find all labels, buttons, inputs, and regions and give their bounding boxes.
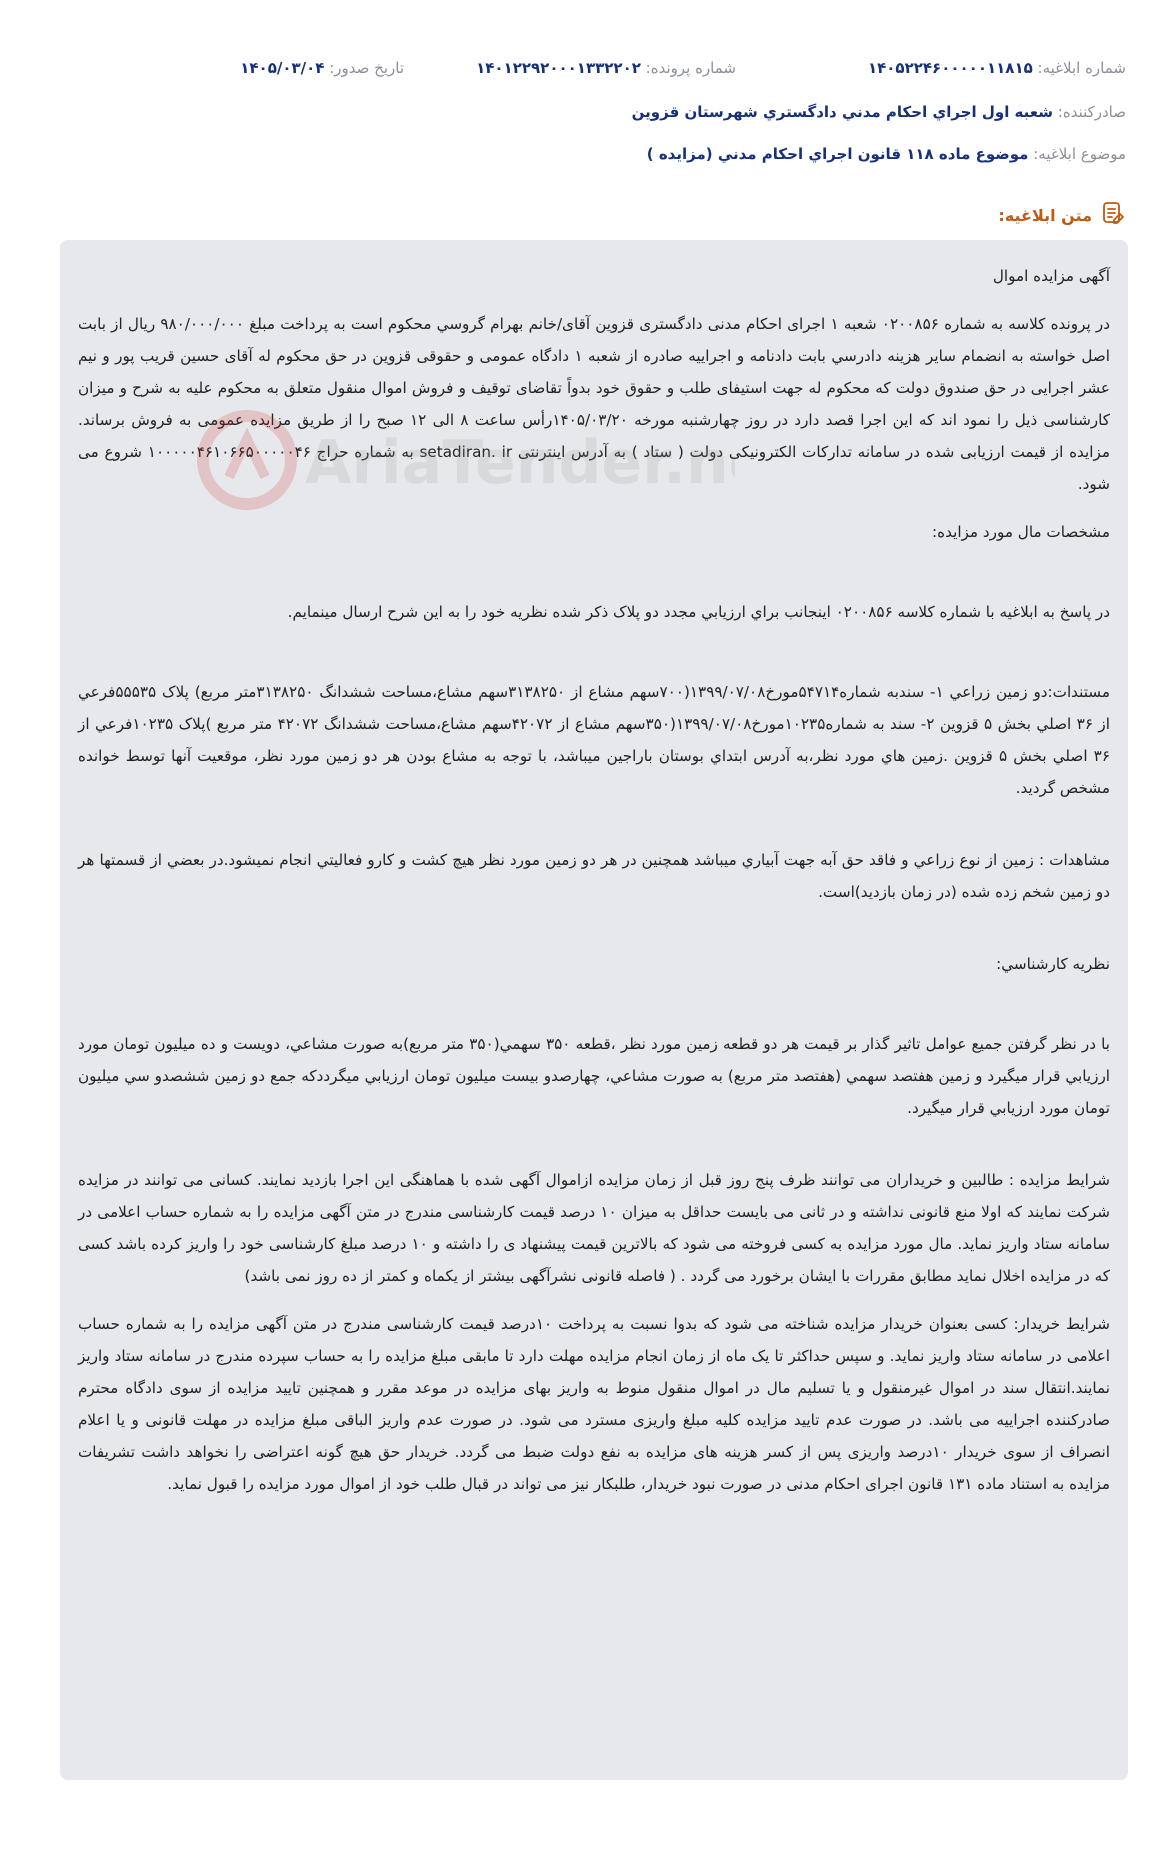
notice-number-label: شماره ابلاغیه: <box>1037 59 1126 77</box>
issue-date-value: ۱۴۰۵/۰۳/۰۴ <box>240 59 325 77</box>
property-spec-heading: مشخصات مال مورد مزایده: <box>932 523 1110 541</box>
buyer-conditions-paragraph: شرایط خریدار: کسی بعنوان خریدار مزایده شناخته می شود که بدوا نسبت به پرداخت ۱۰درصد قیمت کارشناسی مندرج در متن آگهی مزایده را به شماره حساب اعلامی در سامانه ستاد واریز نماید. و سپس حداکثر تا یک ماه از زمان انجام مزایده مهلت دارد تا مابقی مبلغ مزایده را به حساب سپرده مندرج در سامانه ستاد واریز نمایند.انتقال سند در اموال غیرمنقول و یا تسلیم مال در اموال منقول منوط به واریز بهای مزایده در موعد مقرر و همچنین تایید مزایده از سوی دادگاه محترم صادرکننده اجراییه می باشد. در صورت عدم تایید مزایده کلیه مبلغ واریزی مسترد می شود. در صورت عدم واریز الباقی مبلغ مزایده در مهلت قانونی و یا اعلام انصراف از سوی خریدار ۱۰درصد واریزی پس از کسر هزینه های مزایده به نفع دولت ضبط می گردد. خریدار حق هیچ گونه اعتراضی را نخواهد داشت تشریفات مزایده به استناد ماده ۱۳۱ قانون اجرای احکام مدنی در صورت نبود خریدار، طلبکار نیز می تواند در قبال طلب خود از اموال مورد مزایده را قبول نماید. <box>78 1315 1110 1493</box>
subject-label: موضوع ابلاغیه: <box>1033 145 1126 163</box>
case-number <box>476 57 736 79</box>
documents-paragraph: مستندات:دو زمين زراعي ۱- سندبه شماره۵۴۷۱۴مورخ۱۳۹۹/۰۷/۰۸(۷۰۰سهم مشاع از ۳۱۳۸۲۵۰سهم مشاع،مساحت ششدانگ ۳۱۳۸۲۵۰متر مربع) پلاک ۵۵۵۳۵فرعي از ۳۶ اصلي بخش ۵ قزوين ۲- سند به شماره۱۰۲۳۵مورخ۱۳۹۹/۰۷/۰۸(۳۵۰سهم مشاع از ۴۲۰۷۲سهم مشاع،مساحت ششدانگ ۴۲۰۷۲ متر مربع )پلاک ۱۰۲۳۵فرعي از ۳۶ اصلي بخش ۵ قزوين .زمين هاي مورد نظر،به آدرس ابتداي بوستان باراجين ميباشد، با توجه به مشاع بودن هر دو زمين مورد نظر، موقعيت آنها توسط خوانده مشخص گرديد. <box>78 683 1110 797</box>
notice-content <box>60 240 1128 1780</box>
notice-number <box>868 57 1126 79</box>
notice-text-title: متن ابلاغیه: <box>998 205 1092 225</box>
document-icon <box>1100 200 1126 230</box>
issuer-value: شعبه اول اجراي احکام مدني دادگستري شهرستان قزوين <box>631 103 1053 121</box>
expert-opinion-heading: نظريه کارشناسي: <box>996 955 1110 973</box>
notice-text-heading <box>998 200 1126 230</box>
auction-conditions-paragraph: شرایط مزایده : طالبین و خریداران می توانند ظرف پنج روز قبل از زمان مزایده ازاموال آگهی شده با هماهنگی این اجرا بازدید نمایند. کسانی می توانند در مزایده شرکت نمایند که اولا منع قانونی نداشته و در ثانی می بایست حداقل به میزان ۱۰ درصد قیمت کارشناسی مندرج در متن آگهی مزایده را به شماره حساب اعلامی در سامانه ستاد واریز نماید. مال مورد مزایده به کسی فروخته می شود که بالاترین قیمت پیشنهاد ی را داشته و ۱۰ درصد مبلغ کارشناسی خود را واریز کرده باشد کسی که در مزایده اخلال نماید مطابق مقررات با ایشان برخورد می گردد . ( فاصله قانونی نشرآگهی بیشتر از یکماه و کمتر از ده روز نمی باشد) <box>78 1171 1110 1285</box>
case-paragraph: در پرونده کلاسه به شماره ۰۲۰۰۸۵۶ شعبه ۱ اجرای احکام مدنی دادگستری قزوین آقای/خانم بهرام گروسي محکوم است به پرداخت مبلغ ۹۸۰/۰۰۰/۰۰۰ ريال از بابت اصل خواسته به انضمام سایر هزینه دادرسي بابت دادنامه و اجراییه صادره از شعبه ۱ دادگاه عمومی و حقوقی قزوین در حق محکوم له آقای حسین قریب پور و نیم عشر اجرایی در حق صندوق دولت که محکوم له جهت استیفای طلب و حقوق خود بدواً تقاضای توقیف و فروش اموال منقول متعلق به محکوم علیه به شرح و میزان کارشناسی ذیل را نمود اند که این اجرا قصد دارد در روز چهارشنبه مورخه ۱۴۰۵/۰۳/۲۰رأس ساعت ۸ الی ۱۲ صبح را از طریق مزایده عمومی به فروش برساند. مزایده از قیمت ارزیابی شده در سامانه تدارکات الکترونیکی دولت ( ستاد ) به آدرس اینترنتی setadiran. ir به شماره حراج ۱۰۰۰۰۰۴۶۱۰۶۶۵۰۰۰۰۰۴۶ شروع می شود. <box>78 315 1110 493</box>
auction-heading: آگهی مزایده اموال <box>992 267 1110 285</box>
case-number-label: شماره پرونده: <box>645 59 736 77</box>
subject-row <box>647 143 1126 165</box>
issuer-label: صادرکننده: <box>1057 103 1126 121</box>
notice-number-value: ۱۴۰۵۲۲۴۶۰۰۰۰۰۱۱۸۱۵ <box>867 59 1033 77</box>
issuer-row <box>632 101 1126 123</box>
issue-date <box>240 57 404 79</box>
subject-value: موضوع ماده ۱۱۸ قانون اجراي احکام مدني (مزايده ) <box>646 145 1029 163</box>
valuation-paragraph: با در نظر گرفتن جميع عوامل تاثير گذار بر قيمت هر دو قطعه زمين مورد نظر ،قطعه ۳۵۰ سهمي(۳۵۰ متر مربع)به صورت مشاعي، دويست و ده ميليون تومان مورد ارزيابي قرار ميگيرد و زمين هفتصد سهمي (هفتصد متر مربع) به صورت مشاعي، چهارصدو بيست ميليون تومان ارزيابي ميگرددکه جمع دو زمين ششصدو سي ميليون تومان مورد ارزيابي قرار ميگيرد. <box>78 1035 1111 1117</box>
issue-date-label: تاریخ صدور: <box>329 59 404 77</box>
observations-paragraph: مشاهدات : زمين از نوع زراعي و فاقد حق آبه جهت آبياري ميباشد همچنين در هر دو زمين مورد نظر هيچ کشت و کارو فعاليتي انجام نميشود.در بعضي از قسمتها هر دو زمين شخم زده شده (در زمان بازديد)است. <box>78 851 1110 901</box>
case-number-value: ۱۴۰۱۲۲۹۲۰۰۰۱۳۳۲۲۰۲ <box>476 59 641 77</box>
expert-reply-paragraph: در پاسخ به ابلاغيه با شماره کلاسه ۰۲۰۰۸۵۶ اينجانب براي ارزيابي مجدد دو پلاک ذکر شده نظريه خود را به اين شرح ارسال مينمايم. <box>287 603 1110 621</box>
